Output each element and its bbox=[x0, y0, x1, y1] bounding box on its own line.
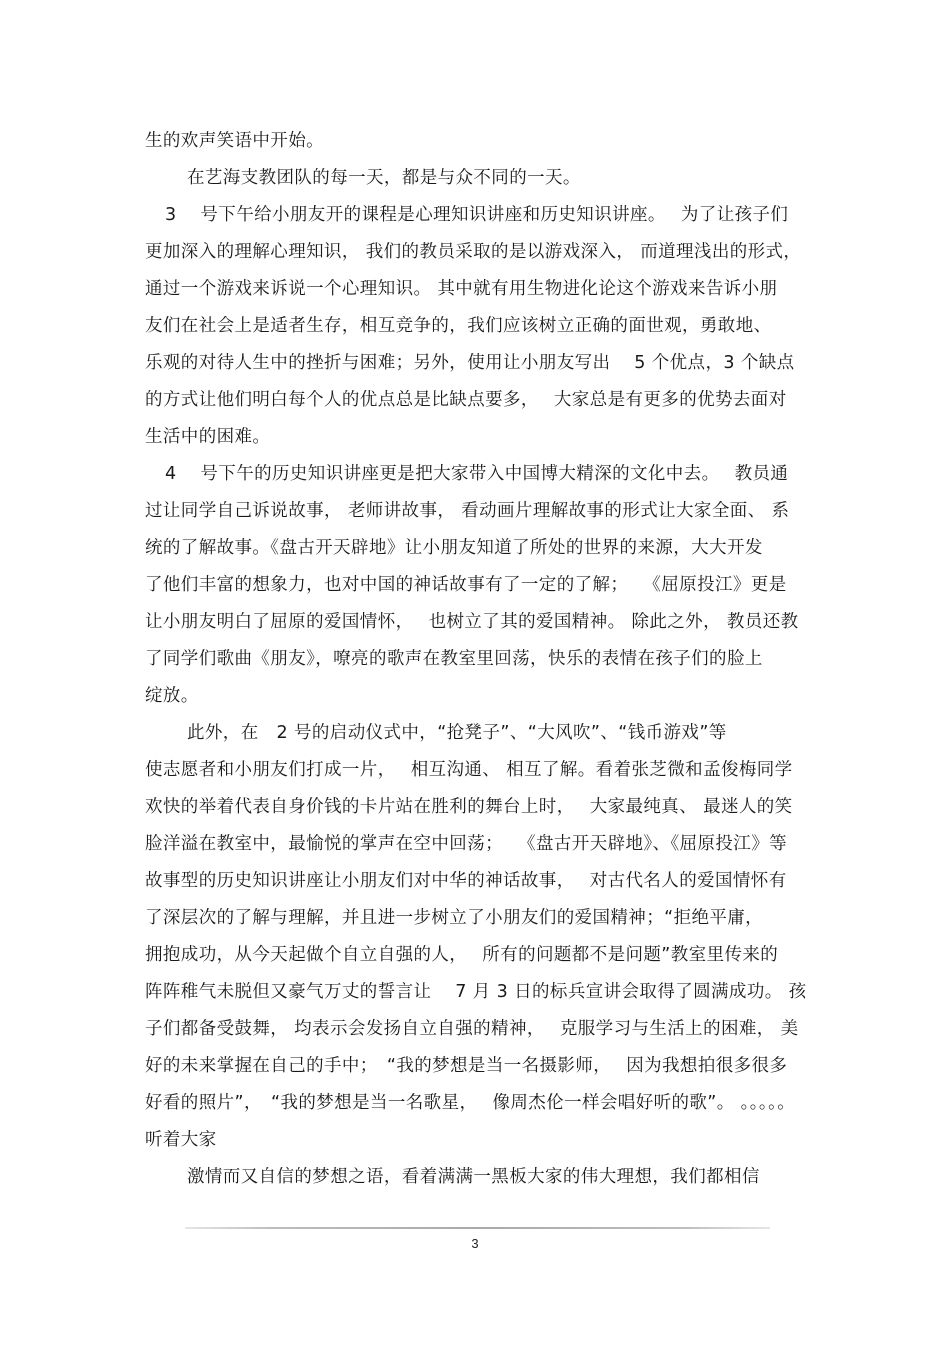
text-line: 了深层次的了解与理解，并且进一步树立了小朋友们的爱国精神；“拒绝平庸， bbox=[145, 908, 764, 928]
text-line: 生的欢声笑语中开始。 bbox=[145, 131, 324, 151]
text-line: 故事型的历史知识讲座让小朋友们对中华的神话故事， 对古代名人的爱国情怀有 bbox=[145, 871, 787, 891]
text-line: 阵阵稚气未脱但又豪气万丈的誓言让 7 月 3 日的标兵宣讲会取得了圆满成功。 孩 bbox=[145, 982, 807, 1002]
text-line: 3 号下午给小朋友开的课程是心理知识讲座和历史知识讲座。 为了让孩子们 bbox=[165, 205, 789, 225]
text-line: 好的未来掌握在自己的手中； “我的梦想是当一名摄影师， 因为我想拍很多很多 bbox=[145, 1056, 788, 1076]
text-line: 了他们丰富的想象力，也对中国的神话故事有了一定的了解； 《屈原投江》更是 bbox=[145, 575, 787, 595]
text-line: 统的了解故事。《盘古开天辟地》让小朋友知道了所处的世界的来源，大大开发 bbox=[145, 538, 763, 558]
text-line: 的方式让他们明白每个人的优点总是比缺点要多， 大家总是有更多的优势去面对 bbox=[145, 390, 787, 410]
text-line: 绽放。 bbox=[145, 686, 199, 706]
text-line: 脸洋溢在教室中，最愉悦的掌声在空中回荡； 《盘古开天辟地》、《屈原投江》等 bbox=[145, 834, 788, 854]
text-line: 通过一个游戏来诉说一个心理知识。 其中就有用生物进化论这个游戏来告诉小朋 bbox=[145, 279, 778, 299]
text-line: 了同学们歌曲《朋友》，嘹亮的歌声在教室里回荡，快乐的表情在孩子们的脸上 bbox=[145, 649, 763, 669]
page-number: 3 bbox=[471, 1236, 479, 1251]
text-line: 听着大家 bbox=[145, 1130, 217, 1150]
body-text bbox=[145, 123, 810, 1196]
text-line: 友们在社会上是适者生存，相互竞争的，我们应该树立正确的面世观，勇敢地、 bbox=[145, 316, 772, 336]
text-line: 更加深入的理解心理知识， 我们的教员采取的是以游戏深入， 而道理浅出的形式， bbox=[145, 242, 802, 262]
text-line: 让小朋友明白了屈原的爱国情怀， 也树立了其的爱国精神。 除此之外， 教员还教 bbox=[145, 612, 799, 632]
text-line: 好看的照片”， “我的梦想是当一名歌星， 像周杰伦一样会唱好听的歌”。 。。。。。 bbox=[145, 1093, 796, 1113]
text-line: 欢快的举着代表自身价钱的卡片站在胜利的舞台上时， 大家最纯真、 最迷人的笑 bbox=[145, 797, 793, 817]
text-line: 拥抱成功，从今天起做个自立自强的人， 所有的问题都不是问题”教室里传来的 bbox=[145, 945, 779, 965]
text-line: 乐观的对待人生中的挫折与困难；另外，使用让小朋友写出 5 个优点，3 个缺点 bbox=[145, 353, 795, 373]
text-line: 4 号下午的历史知识讲座更是把大家带入中国博大精深的文化中去。 教员通 bbox=[165, 464, 789, 484]
text-line: 子们都备受鼓舞， 均表示会发扬自立自强的精神， 克服学习与生活上的困难， 美 bbox=[145, 1019, 799, 1039]
text-line: 激情而又自信的梦想之语，看着满满一黑板大家的伟大理想，我们都相信 bbox=[187, 1167, 760, 1187]
text-line: 生活中的困难。 bbox=[145, 427, 271, 447]
text-line: 过让同学自己诉说故事， 老师讲故事， 看动画片理解故事的形式让大家全面、 系 bbox=[145, 501, 790, 521]
text-line: 使志愿者和小朋友们打成一片， 相互沟通、 相互了解。看着张芝微和孟俊梅同学 bbox=[145, 760, 793, 780]
text-line: 此外，在 2 号的启动仪式中，“抢凳子”、“大风吹”、“钱币游戏”等 bbox=[187, 723, 727, 743]
text-line: 在艺海支教团队的每一天，都是与众不同的一天。 bbox=[187, 168, 581, 188]
footer-divider bbox=[185, 1227, 770, 1229]
